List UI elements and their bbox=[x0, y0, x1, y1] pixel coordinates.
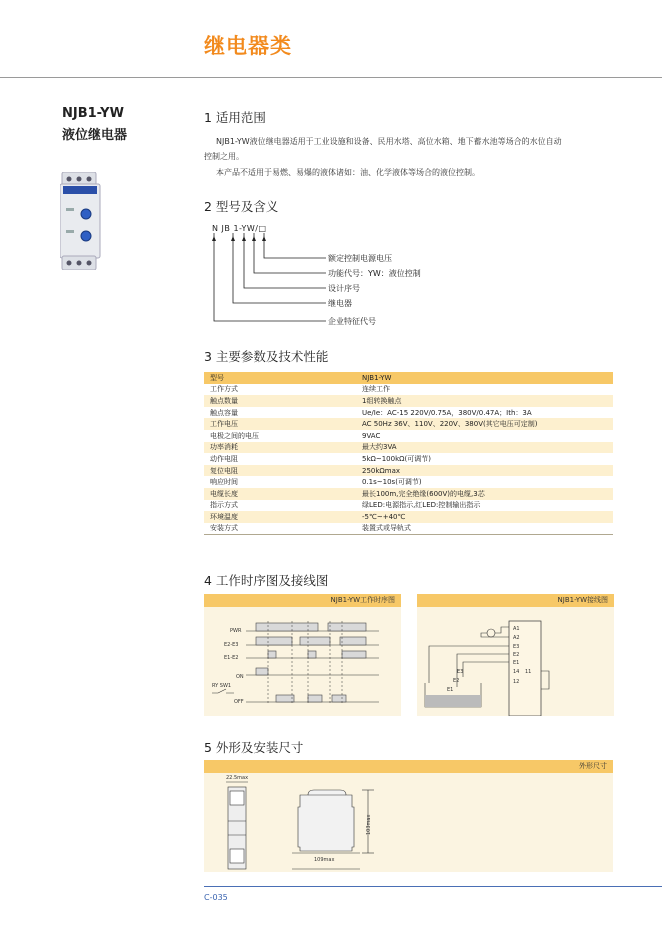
timing-label-off: OFF bbox=[234, 699, 244, 705]
model-code bbox=[212, 224, 267, 233]
section-3-title: 3 主要参数及技术性能 bbox=[204, 349, 329, 364]
code-part-yw: -YW/ bbox=[239, 224, 259, 233]
wiring-diagram-panel bbox=[417, 594, 614, 716]
code-part-1: 1 bbox=[233, 224, 240, 233]
product-photo bbox=[60, 172, 104, 270]
model-label-design: 设计序号 bbox=[328, 284, 360, 293]
model-label-relay: 继电器 bbox=[328, 299, 352, 308]
terminal-e2: E2 bbox=[513, 652, 520, 658]
table-row: 功率消耗 最大约3VA bbox=[204, 442, 613, 454]
section-1-title: 1 适用范围 bbox=[204, 110, 266, 125]
tank-label-e2: E2 bbox=[453, 678, 460, 684]
dim-width: 22.5max bbox=[226, 775, 249, 781]
terminal-11: 11 bbox=[525, 669, 532, 675]
timing-diagram-title: NJB1-YW工作时序图 bbox=[204, 594, 401, 607]
model-tree-lines bbox=[210, 233, 330, 329]
section-4-title: 4 工作时序图及接线图 bbox=[204, 573, 329, 588]
section-1-para1-line1: NJB1-YW液位继电器适用于工业设施和设备、民用水塔、高位水箱、地下蓄水池等场合的水位自动 bbox=[216, 137, 562, 146]
header-divider bbox=[0, 77, 662, 78]
timing-label-on: ON bbox=[236, 674, 244, 680]
table-row: 电极之间的电压 9VAC bbox=[210, 431, 381, 440]
table-row: 型号 NJB1-YW bbox=[204, 372, 613, 384]
product-name: 液位继电器 bbox=[62, 128, 128, 143]
spec-table bbox=[204, 372, 613, 535]
terminal-e3: E3 bbox=[513, 644, 520, 650]
timing-label-e1e2: E1-E2 bbox=[224, 655, 239, 661]
dim-depth: 109max bbox=[314, 857, 335, 863]
category-title: 继电器类 bbox=[204, 34, 292, 58]
dim-height: 103max bbox=[366, 814, 372, 835]
code-part-jb: JB bbox=[221, 224, 231, 233]
terminal-12: 12 bbox=[513, 679, 520, 685]
section-2-title: 2 型号及含义 bbox=[204, 199, 279, 214]
terminal-e1: E1 bbox=[513, 660, 520, 666]
timing-diagram-panel bbox=[204, 594, 401, 716]
section-5-title: 5 外形及安装尺寸 bbox=[204, 740, 304, 755]
code-part-n: N bbox=[212, 224, 219, 233]
model-label-function: 功能代号：YW：液位控制 bbox=[328, 269, 421, 278]
terminal-14: 14 bbox=[513, 669, 520, 675]
timing-diagram bbox=[204, 607, 401, 716]
table-row: 环境温度 -5℃~+40℃ bbox=[204, 511, 613, 523]
footer-divider bbox=[204, 886, 662, 887]
model-label-voltage: 额定控制电源电压 bbox=[328, 254, 392, 263]
table-row: 工作电压 AC 50Hz 36V、110V、220V、380V(其它电压可定制) bbox=[204, 418, 613, 430]
dimension-panel-title: 外形尺寸 bbox=[204, 760, 613, 773]
table-row: 复位电阻 250kΩmax bbox=[204, 465, 613, 477]
page-number: C-035 bbox=[204, 893, 228, 902]
model-label-company: 企业特征代号 bbox=[328, 317, 376, 326]
terminal-a1: A1 bbox=[513, 626, 520, 632]
section-1-para2: 本产品不适用于易燃、易爆的液体诸如：油、化学液体等场合的液位控制。 bbox=[216, 168, 480, 177]
table-row: 动作电阻 5kΩ~100kΩ(可调节) bbox=[210, 454, 431, 463]
product-code: NJB1-YW bbox=[62, 106, 124, 121]
timing-label-e2e3: E2-E3 bbox=[224, 642, 239, 648]
dimension-panel bbox=[204, 760, 613, 872]
table-row: 响应时间 0.1s~10s(可调节) bbox=[210, 478, 422, 487]
timing-label-pwr: PWR bbox=[230, 628, 242, 634]
wiring-diagram bbox=[417, 607, 614, 716]
table-row: 电缆长度 最长100m,完全绝缘(600V)的电缆,3芯 bbox=[204, 488, 613, 500]
terminal-a2: A2 bbox=[513, 635, 520, 641]
dimension-drawing bbox=[204, 773, 613, 872]
section-1-para1-line2: 控制之用。 bbox=[204, 152, 244, 161]
table-row: 安装方式 装置式或导轨式 bbox=[204, 523, 613, 535]
wiring-diagram-title: NJB1-YW接线图 bbox=[417, 594, 614, 607]
table-row: 指示方式 绿LED:电源指示,红LED:控制输出指示 bbox=[210, 501, 481, 510]
table-row: 触点容量 Ue/Ie：AC-15 220V/0.75A，380V/0.47A；Ith：3A bbox=[210, 408, 532, 417]
tank-label-e3: E3 bbox=[457, 669, 464, 675]
table-row: 工作方式 连续工作 bbox=[210, 385, 390, 394]
table-row: 触点数量 1组转换触点 bbox=[204, 395, 613, 407]
tank-label-e1: E1 bbox=[447, 687, 454, 693]
code-part-voltage: □ bbox=[258, 224, 267, 233]
timing-label-rysw1: RY SW1 bbox=[212, 683, 232, 689]
